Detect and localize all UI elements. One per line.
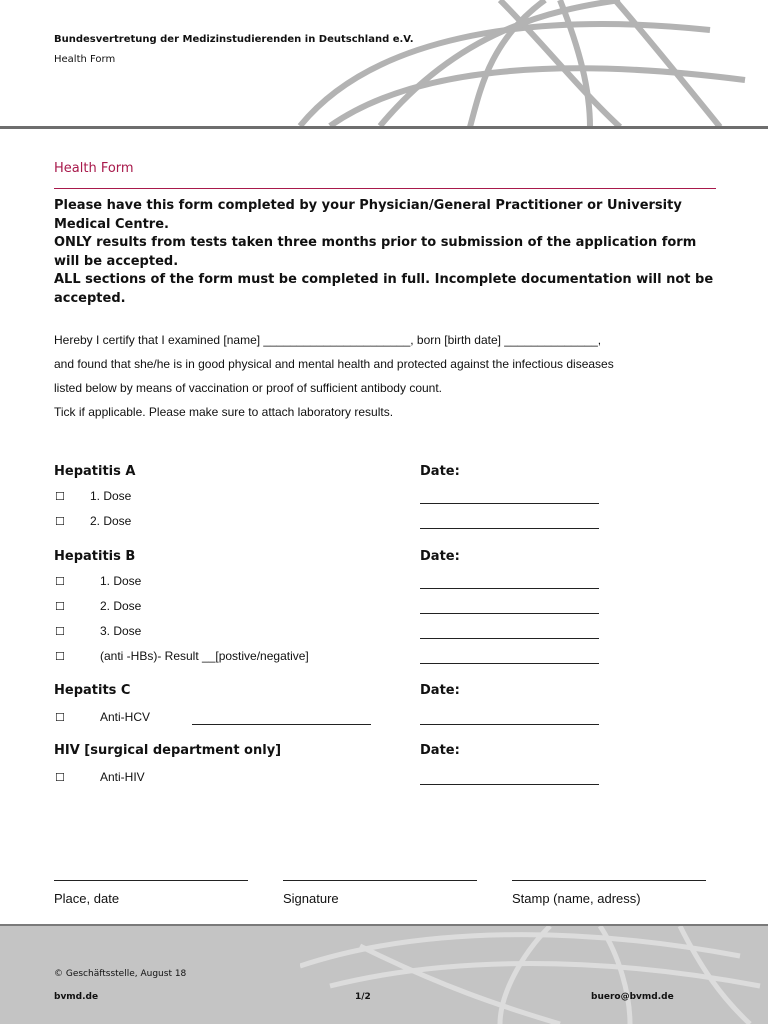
form-title: Health Form xyxy=(54,161,134,176)
footer-email[interactable]: buero@bvmd.de xyxy=(591,992,674,1002)
checkbox[interactable]: ☐ xyxy=(55,711,65,724)
date-label: Date: xyxy=(420,464,460,479)
certification-line: listed below by means of vaccination or proof of sufficient antibody count. xyxy=(54,381,443,395)
globe-logo-top xyxy=(290,0,768,127)
certification-line: Hereby I certify that I examined [name] ______________________, born [birth date] ______________, xyxy=(54,333,602,347)
item-label: 1. Dose xyxy=(100,574,142,588)
certification-line: and found that she/he is in good physical and mental health and protected against the infectious diseases xyxy=(54,357,614,371)
certification-line: Tick if applicable. Please make sure to attach laboratory results. xyxy=(54,405,394,419)
intro-line: ONLY results from tests taken three months prior to submission of the application form will be accepted. xyxy=(54,235,697,269)
item-label: (anti -HBs)- Result __[postive/negative] xyxy=(100,649,309,663)
date-field[interactable] xyxy=(420,613,599,614)
checkbox[interactable]: ☐ xyxy=(55,625,65,638)
date-field[interactable] xyxy=(420,784,599,785)
item-label: Anti-HCV xyxy=(100,710,151,724)
date-field[interactable] xyxy=(420,588,599,589)
item-label: 1. Dose xyxy=(90,489,132,503)
intro-line: ALL sections of the form must be completed in full. Incomplete documentation will not be accepted. xyxy=(54,272,714,306)
checkbox[interactable]: ☐ xyxy=(55,600,65,613)
date-label: Date: xyxy=(420,549,460,564)
intro-instructions xyxy=(54,197,714,309)
footer-copyright: © Geschäftsstelle, August 18 xyxy=(54,969,187,979)
header-organization: Bundesvertretung der Medizinstudierenden in Deutschland e.V. xyxy=(54,34,414,45)
date-field[interactable] xyxy=(420,528,599,529)
date-label: Date: xyxy=(420,743,460,758)
place-date-line[interactable] xyxy=(54,880,248,881)
section-title-hiv: HIV [surgical department only] xyxy=(54,743,282,758)
date-field[interactable] xyxy=(420,638,599,639)
intro-line: Please have this form completed by your Physician/General Practitioner or University Medical Centre. xyxy=(54,198,682,232)
checkbox[interactable]: ☐ xyxy=(55,515,65,528)
checkbox[interactable]: ☐ xyxy=(55,650,65,663)
item-label: 2. Dose xyxy=(90,514,132,528)
checkbox[interactable]: ☐ xyxy=(55,575,65,588)
checkbox[interactable]: ☐ xyxy=(55,490,65,503)
title-divider xyxy=(54,188,716,189)
footer-divider xyxy=(0,924,768,926)
signature-line[interactable] xyxy=(283,880,477,881)
item-label: 2. Dose xyxy=(100,599,142,613)
section-title-hepatitis-c: Hepatits C xyxy=(54,683,131,698)
section-title-hepatitis-a: Hepatitis A xyxy=(54,464,136,479)
stamp-line[interactable] xyxy=(512,880,706,881)
place-date-label: Place, date xyxy=(54,891,120,906)
signature-label: Signature xyxy=(283,891,339,906)
item-label: 3. Dose xyxy=(100,624,142,638)
checkbox[interactable]: ☐ xyxy=(55,771,65,784)
globe-logo-bottom xyxy=(300,926,768,1024)
stamp-label: Stamp (name, adress) xyxy=(512,891,641,906)
header-divider xyxy=(0,126,768,129)
result-field[interactable] xyxy=(192,724,371,725)
footer-page-number: 1/2 xyxy=(355,992,371,1002)
date-field[interactable] xyxy=(420,663,599,664)
footer-website[interactable]: bvmd.de xyxy=(54,992,99,1002)
header-subtitle: Health Form xyxy=(54,54,116,65)
date-label: Date: xyxy=(420,683,460,698)
item-label: Anti-HIV xyxy=(100,770,145,784)
section-title-hepatitis-b: Hepatitis B xyxy=(54,549,136,564)
date-field[interactable] xyxy=(420,503,599,504)
date-field[interactable] xyxy=(420,724,599,725)
